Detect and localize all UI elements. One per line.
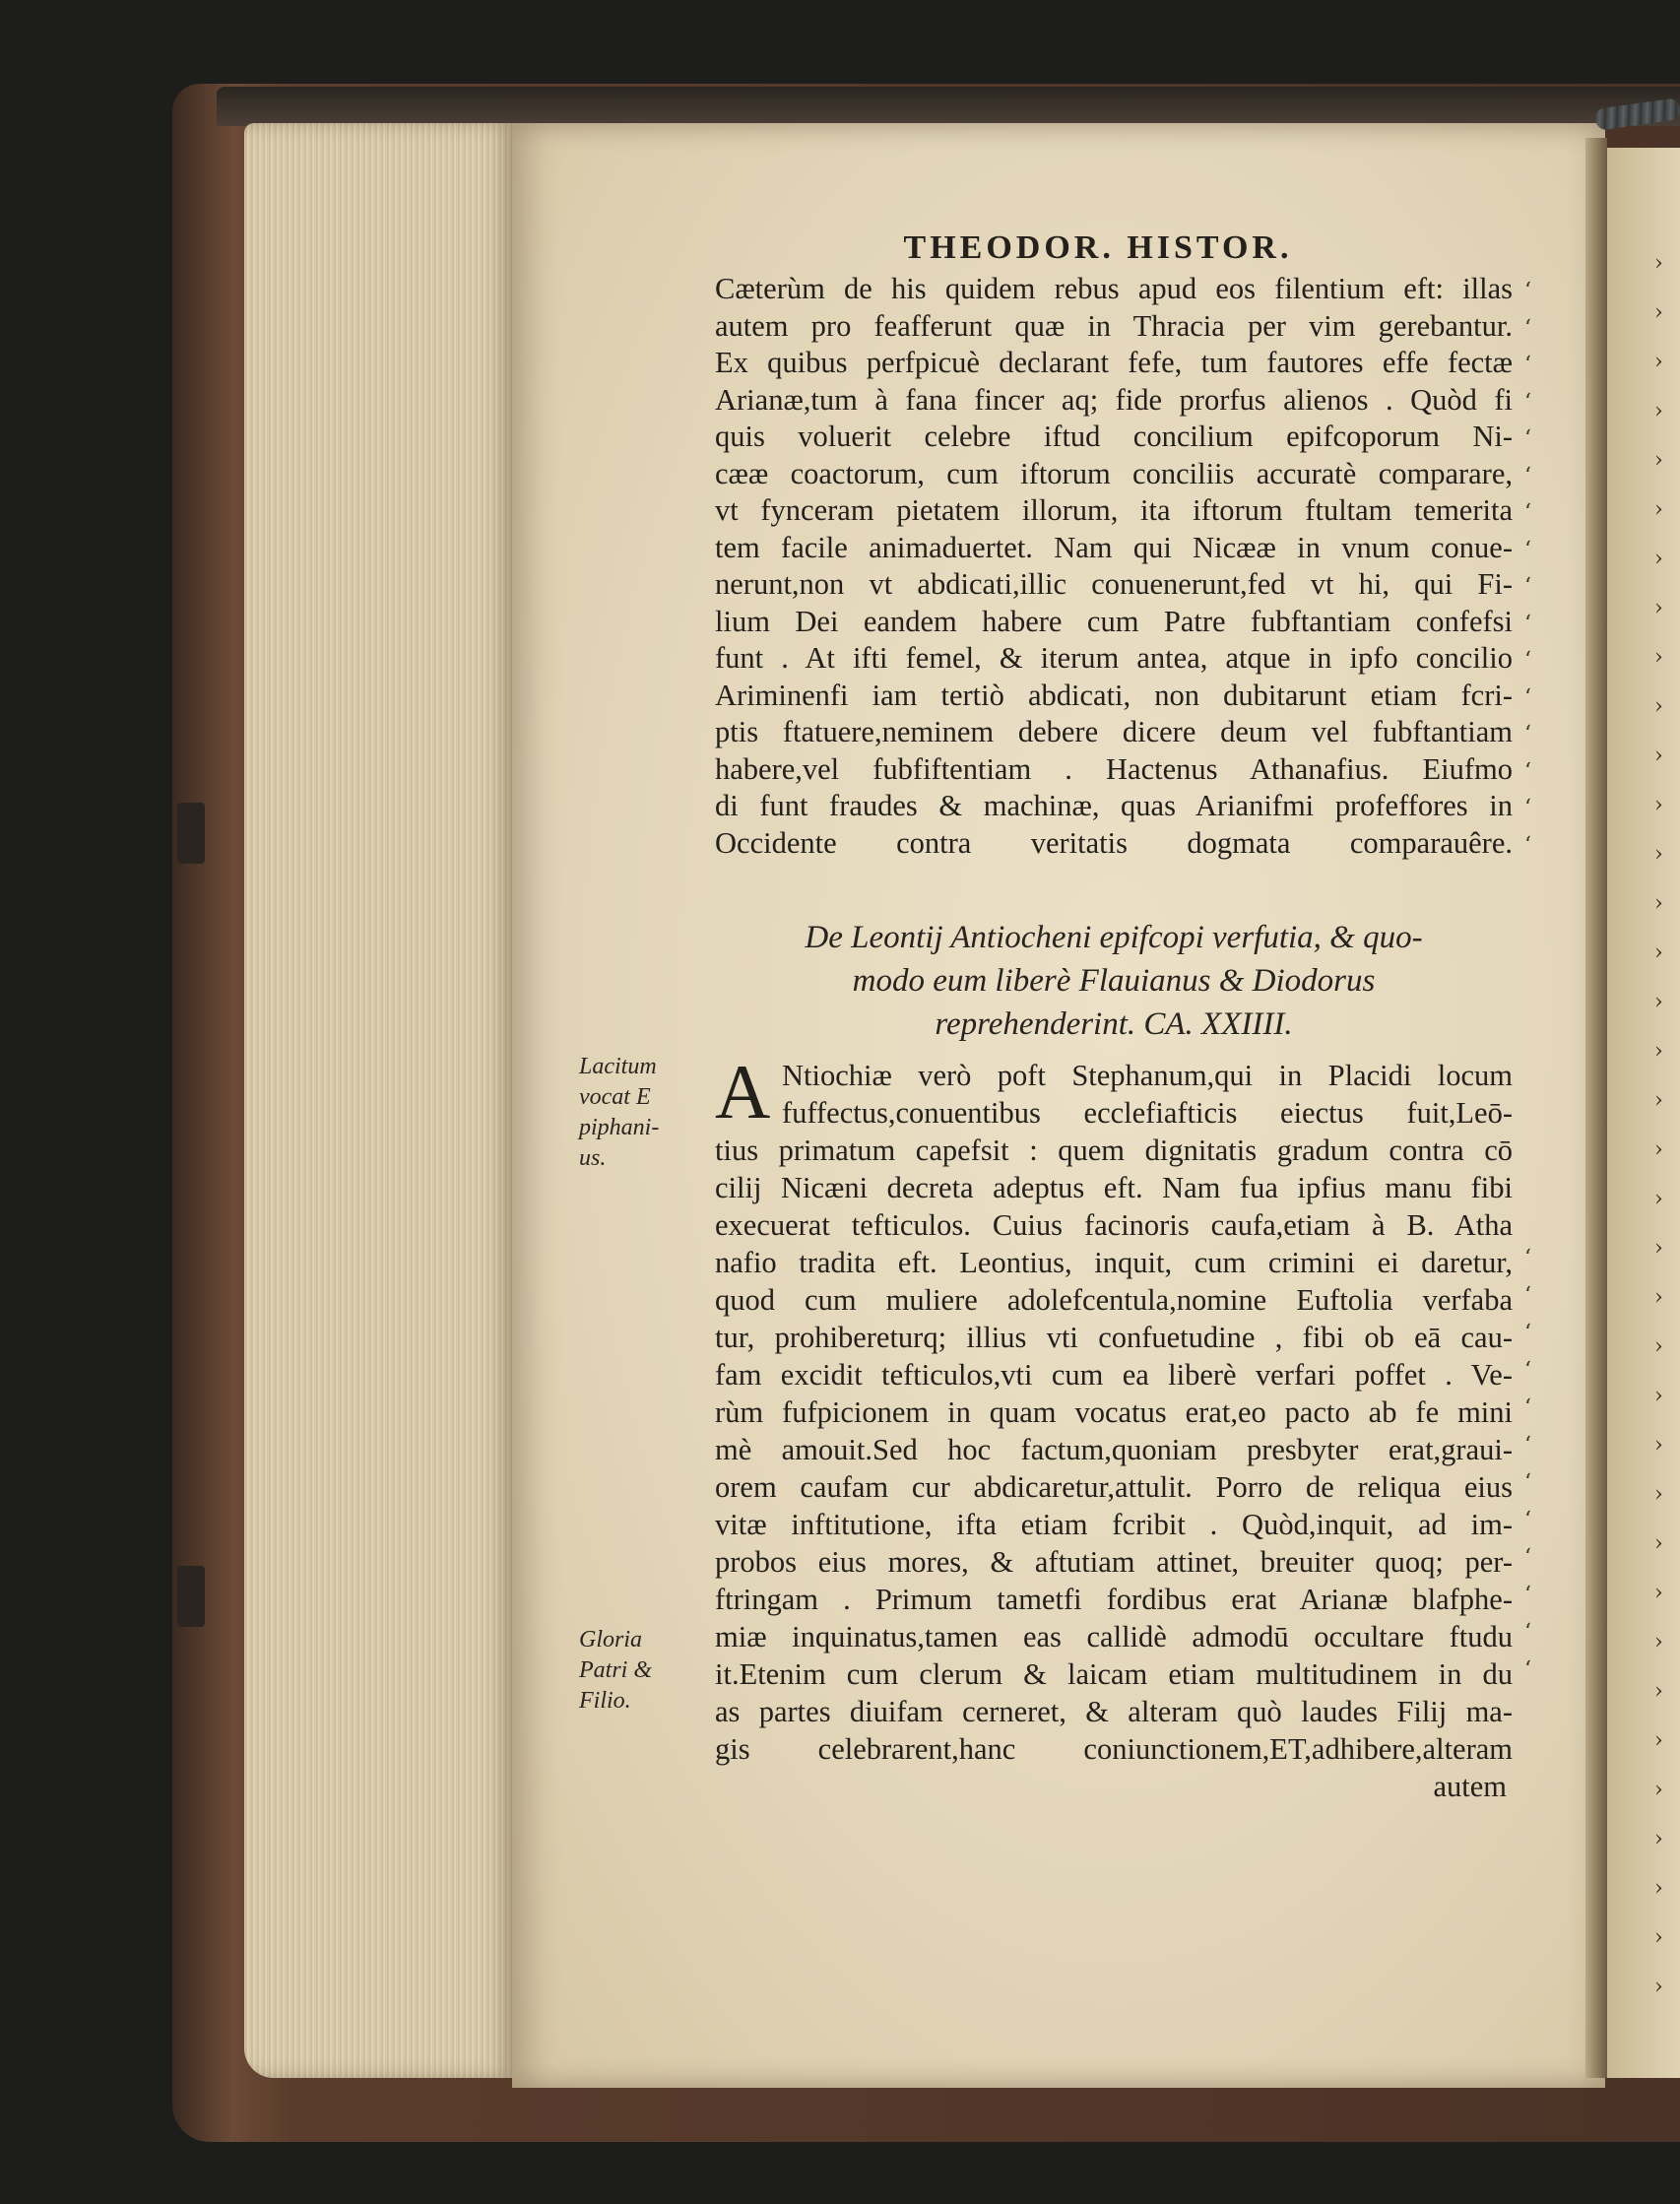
text-line: cilij Nicæni decreta adeptus eft. Nam fua ipfius manu fibi [715,1171,1513,1204]
quote-mark: ‘ [1524,1508,1531,1532]
text-line: nafio tradita eft. Leontius, inquit, cum crimini ei daretur, [715,1246,1513,1279]
edge-mark: › [1654,891,1663,916]
quote-mark: ‘ [1524,1246,1531,1270]
edge-mark: › [1654,350,1663,374]
text-line: Ntiochiæ verò poft Stephanum,qui in Placidi locum [782,1059,1513,1092]
text-line: vt fynceram pietatem illorum, ita iftorum ftultam temerita [715,493,1513,527]
edge-mark: › [1654,1384,1663,1408]
text-line: gis celebrarent,hanc coniunctionem,ET,adhibere,alteram [715,1732,1513,1766]
edge-mark: › [1654,300,1663,325]
edge-mark: › [1654,1236,1663,1261]
edge-mark: › [1654,1925,1663,1950]
heading-line: reprehenderint. CA. XXIIII. [935,1006,1293,1042]
edge-mark: › [1654,547,1663,571]
margin-note-line: Patri & [579,1657,653,1683]
paragraph-2 [715,1057,1513,1805]
quote-mark: ‘ [1524,389,1531,415]
quote-marks-lower [1524,1246,1542,1695]
text-line: as partes diuifam cerneret, & alteram quò laudes Filij ma- [715,1695,1513,1728]
text-line: di funt fraudes & machinæ, quas Arianifmi profeffores in [715,789,1513,822]
text-line: Occidente contra veritatis dogmata comparauêre. [715,825,1513,860]
next-page-edge-marks [1654,251,1674,2024]
quote-mark: ‘ [1524,1321,1531,1345]
edge-mark: › [1654,1827,1663,1851]
quote-marks-upper [1524,279,1542,870]
text-line: it.Etenim cum clerum & laicam etiam multitudinem in du [715,1657,1513,1691]
text-line: Cæterùm de his quidem rebus apud eos filentium eft: illas [715,272,1513,305]
edge-mark: › [1654,1039,1663,1064]
text-line: ptis ftatuere,neminem debere dicere deum vel fubftantiam [715,715,1513,748]
quote-mark: ‘ [1524,611,1531,636]
quote-mark: ‘ [1524,684,1531,710]
quote-mark: ‘ [1524,648,1531,673]
quote-mark: ‘ [1524,315,1531,341]
text-line: Ex quibus perfpicuè declarant fefe, tum fautores effe fectæ [715,346,1513,379]
edge-mark: › [1654,990,1663,1014]
quote-mark: ‘ [1524,537,1531,562]
initial-letter: A [715,1049,771,1134]
text-line: probos eius mores, & aftutiam attinet, breuiter quoq; per- [715,1545,1513,1579]
margin-note-line: Filio. [579,1688,631,1714]
text-line: quis voluerit celebre iftud concilium epifcoporum Ni- [715,420,1513,453]
heading-line: modo eum liberè Flauianus & Diodorus [852,963,1376,999]
margin-note-line: us. [579,1145,607,1171]
quote-mark: ‘ [1524,574,1531,599]
quote-mark: ‘ [1524,722,1531,746]
margin-note-gloria [579,1625,697,1717]
text-line: funt . At ifti femel, & iterum antea, atque in ipfo concilio [715,641,1513,675]
edge-mark: › [1654,596,1663,620]
edge-mark: › [1654,744,1663,768]
quote-mark: ‘ [1524,758,1531,784]
clasp-lower [177,1566,205,1627]
quote-mark: ‘ [1524,426,1531,451]
chapter-heading [715,916,1513,1046]
edge-mark: › [1654,1728,1663,1753]
text-line: quod cum muliere adolefcentula,nomine Euftolia verfaba [715,1283,1513,1317]
edge-mark: › [1654,1778,1663,1802]
quote-mark: ‘ [1524,463,1531,488]
heading-line: De Leontij Antiocheni epifcopi verfutia, & quo- [805,920,1423,955]
edge-mark: › [1654,1088,1663,1113]
catchword: autem [1433,1770,1507,1803]
edge-mark: › [1654,1187,1663,1211]
quote-mark: ‘ [1524,832,1531,858]
edge-mark: › [1654,793,1663,817]
quote-mark: ‘ [1524,1395,1531,1420]
edge-mark: › [1654,1975,1663,1999]
quote-mark: ‘ [1524,1620,1531,1645]
quote-mark: ‘ [1524,353,1531,377]
quote-mark: ‘ [1524,1358,1531,1383]
edge-mark: › [1654,251,1663,276]
text-line: lium Dei eandem habere cum Patre fubftantiam confefsi [715,604,1513,638]
edge-mark: › [1654,842,1663,867]
text-line: ftringam . Primum tametfi fordibus erat Arianæ blafphe- [715,1583,1513,1616]
text-line: nerunt,non vt abdicati,illic conuenerunt,fed vt hi, qui Fi- [715,567,1513,601]
margin-note-lacitum [579,1052,697,1174]
text-line: cææ coactorum, cum iftorum conciliis accuratè comparare, [715,456,1513,490]
text-line: mè amouit.Sed hoc factum,quoniam presbyter erat,graui- [715,1433,1513,1466]
edge-mark: › [1654,1482,1663,1507]
book-cover-top-edge [217,87,1680,126]
text-line: miæ inquinatus,tamen eas callidè admodū occultare ftudu [715,1620,1513,1653]
text-line: orem caufam cur abdicaretur,attulit. Porro de reliqua eius [715,1470,1513,1504]
edge-mark: › [1654,399,1663,423]
edge-mark: › [1654,1137,1663,1162]
text-line: fam excidit tefticulos,vti cum ea liberè verfari poffet . Ve- [715,1358,1513,1392]
edge-mark: › [1654,497,1663,522]
page-edges-fore [244,123,515,2078]
text-line: vitæ inftitutione, ifta etiam fcribit . Quòd,inquit, ad im- [715,1508,1513,1541]
text-line: execuerat tefticulos. Cuius facinoris caufa,etiam à B. Atha [715,1208,1513,1242]
quote-mark: ‘ [1524,1433,1531,1458]
text-line: tur, prohibereturq; illius vti confuetudine , fibi ob eā cau- [715,1321,1513,1354]
margin-note-line: vocat E [579,1084,651,1110]
edge-mark: › [1654,1581,1663,1605]
quote-mark: ‘ [1524,1583,1531,1607]
edge-mark: › [1654,1334,1663,1359]
quote-mark: ‘ [1524,1283,1531,1308]
edge-mark: › [1654,1433,1663,1458]
clasp-upper [177,803,205,864]
text-line: fuffectus,conuentibus ecclefiafticis eiectus fuit,Leō- [782,1096,1513,1130]
quote-mark: ‘ [1524,500,1531,525]
quote-mark: ‘ [1524,1657,1531,1682]
edge-mark: › [1654,1876,1663,1901]
paragraph-1 [715,271,1513,862]
edge-mark: › [1654,645,1663,670]
text-line: autem pro feafferunt quæ in Thracia per vim gerebantur. [715,308,1513,343]
edge-mark: › [1654,940,1663,965]
margin-note-line: Lacitum [579,1054,657,1079]
edge-mark: › [1654,1285,1663,1310]
edge-mark: › [1654,448,1663,473]
quote-mark: ‘ [1524,1470,1531,1495]
text-line: tem facile animaduertet. Nam qui Nicææ in vnum conue- [715,530,1513,564]
text-line: Arianæ,tum à fana fincer aq; fide prorfus alienos . Quòd fi [715,382,1513,417]
text-line: habere,vel fubfiftentiam . Hactenus Athanafius. Eiufmo [715,751,1513,786]
text-line: rùm fufpicionem in quam vocatus erat,eo pacto ab fe mini [715,1395,1513,1429]
text-line: Ariminenfi iam tertiò abdicati, non dubitarunt etiam fcri- [715,678,1513,712]
quote-mark: ‘ [1524,279,1531,303]
running-head: THEODOR. HISTOR. [903,229,1293,266]
quote-mark: ‘ [1524,1545,1531,1570]
book-gutter [1585,138,1607,2078]
quote-mark: ‘ [1524,796,1531,820]
margin-note-line: Gloria [579,1627,643,1653]
edge-mark: › [1654,694,1663,719]
edge-mark: › [1654,1679,1663,1704]
edge-mark: › [1654,1630,1663,1654]
edge-mark: › [1654,1531,1663,1556]
text-line: tius primatum capefsit : quem dignitatis gradum contra cō [715,1134,1513,1167]
margin-note-line: piphani- [579,1115,660,1140]
